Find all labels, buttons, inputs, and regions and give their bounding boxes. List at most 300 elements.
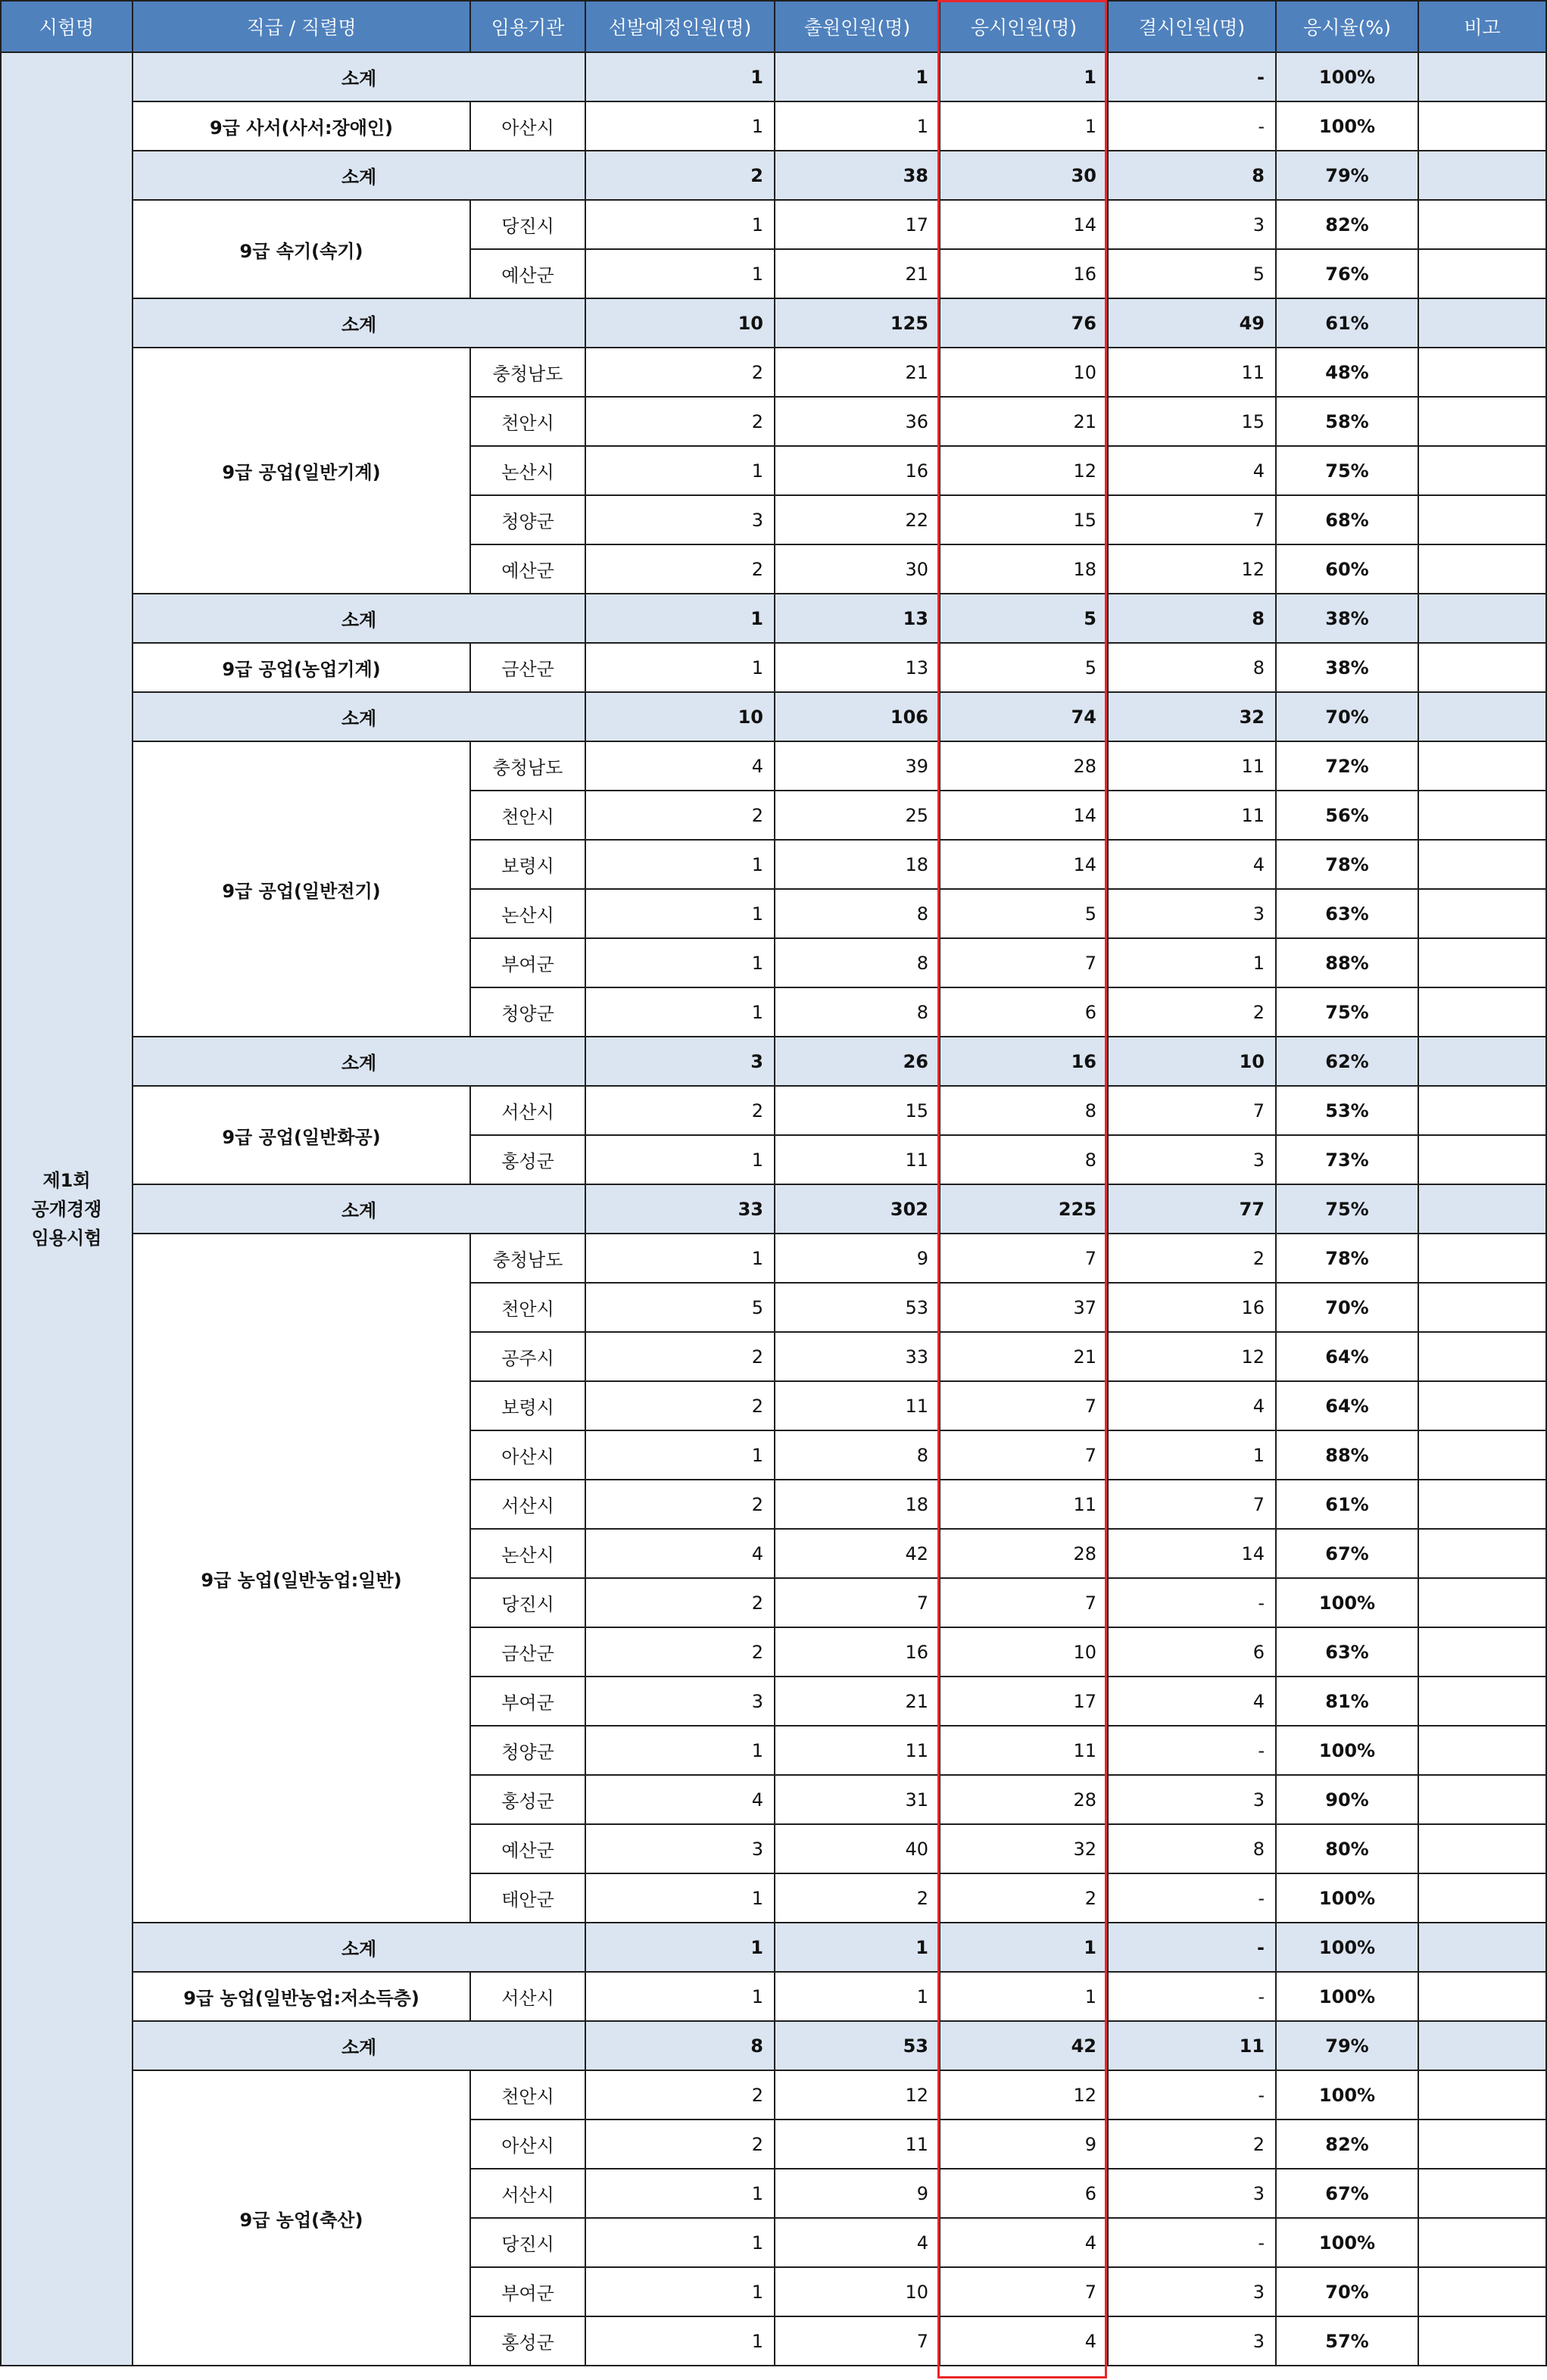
- count-cell: 18: [775, 1480, 940, 1529]
- remark-cell: [1418, 2218, 1546, 2267]
- rate-cell: 63%: [1276, 889, 1418, 938]
- subtotal-value: -: [1108, 52, 1276, 101]
- count-cell: 7: [940, 1381, 1108, 1430]
- count-cell: 11: [775, 1726, 940, 1775]
- remark-cell: [1418, 643, 1546, 692]
- count-cell: 7: [775, 2316, 940, 2366]
- subtotal-row: [1, 52, 1546, 101]
- subtotal-value: 13: [775, 594, 940, 643]
- count-cell: 4: [775, 2218, 940, 2267]
- count-cell: 3: [1108, 1135, 1276, 1184]
- subtotal-value: 77: [1108, 1184, 1276, 1234]
- subtotal-value: 33: [585, 1184, 775, 1234]
- count-cell: 1: [940, 1972, 1108, 2021]
- subtotal-value: 10: [585, 692, 775, 741]
- agency-cell: 예산군: [470, 544, 585, 594]
- count-cell: 17: [775, 200, 940, 249]
- column-header: 결시인원(명): [1108, 1, 1276, 52]
- rate-cell: 75%: [1276, 446, 1418, 495]
- agency-cell: 홍성군: [470, 1135, 585, 1184]
- remark-cell: [1418, 1283, 1546, 1332]
- remark-cell: [1418, 2120, 1546, 2169]
- agency-cell: 당진시: [470, 1578, 585, 1627]
- agency-cell: 천안시: [470, 397, 585, 446]
- column-header: 시험명: [1, 1, 133, 52]
- column-header: 임용기관: [470, 1, 585, 52]
- rate-cell: 53%: [1276, 1086, 1418, 1135]
- rate-cell: 100%: [1276, 1578, 1418, 1627]
- count-cell: 15: [1108, 397, 1276, 446]
- remark-cell: [1418, 2267, 1546, 2316]
- rate-cell: 58%: [1276, 397, 1418, 446]
- rate-cell: 72%: [1276, 741, 1418, 791]
- subtotal-value: 79%: [1276, 2021, 1418, 2070]
- count-cell: 6: [940, 2169, 1108, 2218]
- count-cell: 1: [585, 446, 775, 495]
- rate-cell: 100%: [1276, 1726, 1418, 1775]
- job-title-cell: 9급 농업(일반농업:저소득층): [133, 1972, 470, 2021]
- agency-cell: 논산시: [470, 889, 585, 938]
- rate-cell: 56%: [1276, 791, 1418, 840]
- remark-cell: [1418, 1775, 1546, 1824]
- subtotal-value: 38%: [1276, 594, 1418, 643]
- count-cell: 1: [585, 101, 775, 151]
- subtotal-label: 소계: [133, 52, 585, 101]
- remark-cell: [1418, 2021, 1546, 2070]
- subtotal-value: 225: [940, 1184, 1108, 1234]
- subtotal-row: [1, 692, 1546, 741]
- subtotal-label: 소계: [133, 151, 585, 200]
- count-cell: 4: [585, 741, 775, 791]
- column-header: 출원인원(명): [775, 1, 940, 52]
- rate-cell: 70%: [1276, 2267, 1418, 2316]
- count-cell: 1: [585, 1135, 775, 1184]
- count-cell: 1: [775, 101, 940, 151]
- subtotal-value: 100%: [1276, 1923, 1418, 1972]
- agency-cell: 서산시: [470, 1480, 585, 1529]
- rate-cell: 100%: [1276, 1873, 1418, 1923]
- count-cell: 30: [775, 544, 940, 594]
- column-header: 응시인원(명): [940, 1, 1108, 52]
- remark-cell: [1418, 1923, 1546, 1972]
- remark-cell: [1418, 2070, 1546, 2120]
- count-cell: 3: [585, 495, 775, 544]
- agency-cell: 천안시: [470, 2070, 585, 2120]
- count-cell: 11: [940, 1726, 1108, 1775]
- agency-cell: 충청남도: [470, 348, 585, 397]
- count-cell: 2: [585, 2120, 775, 2169]
- agency-cell: 보령시: [470, 1381, 585, 1430]
- agency-cell: 논산시: [470, 446, 585, 495]
- subtotal-label: 소계: [133, 2021, 585, 2070]
- exam-name-line: 임용시험: [31, 1227, 102, 1249]
- count-cell: 7: [940, 1234, 1108, 1283]
- count-cell: 10: [940, 348, 1108, 397]
- count-cell: 22: [775, 495, 940, 544]
- count-cell: 32: [940, 1824, 1108, 1873]
- count-cell: 14: [940, 840, 1108, 889]
- agency-cell: 금산군: [470, 1627, 585, 1677]
- subtotal-value: 1: [585, 1923, 775, 1972]
- subtotal-value: 106: [775, 692, 940, 741]
- column-header: 비고: [1418, 1, 1546, 52]
- remark-cell: [1418, 1480, 1546, 1529]
- count-cell: 7: [940, 1430, 1108, 1480]
- agency-cell: 청양군: [470, 495, 585, 544]
- column-header: 응시율(%): [1276, 1, 1418, 52]
- count-cell: 3: [1108, 2169, 1276, 2218]
- rate-cell: 78%: [1276, 1234, 1418, 1283]
- remark-cell: [1418, 544, 1546, 594]
- rate-cell: 80%: [1276, 1824, 1418, 1873]
- rate-cell: 78%: [1276, 840, 1418, 889]
- count-cell: 18: [940, 544, 1108, 594]
- count-cell: 1: [585, 200, 775, 249]
- subtotal-value: 1: [775, 1923, 940, 1972]
- table-row: [1, 1972, 1546, 2021]
- count-cell: 3: [585, 1677, 775, 1726]
- job-title-cell: 9급 사서(사서:장애인): [133, 101, 470, 151]
- subtotal-value: 8: [585, 2021, 775, 2070]
- subtotal-value: 302: [775, 1184, 940, 1234]
- agency-cell: 부여군: [470, 938, 585, 987]
- rate-cell: 82%: [1276, 200, 1418, 249]
- count-cell: 1: [585, 1873, 775, 1923]
- exam-name-line: 공개경쟁: [31, 1198, 102, 1220]
- subtotal-label: 소계: [133, 692, 585, 741]
- count-cell: 2: [585, 1480, 775, 1529]
- agency-cell: 논산시: [470, 1529, 585, 1578]
- rate-cell: 68%: [1276, 495, 1418, 544]
- remark-cell: [1418, 1234, 1546, 1283]
- count-cell: 8: [775, 938, 940, 987]
- count-cell: 5: [1108, 249, 1276, 298]
- remark-cell: [1418, 1578, 1546, 1627]
- count-cell: 21: [775, 348, 940, 397]
- subtotal-value: 8: [1108, 594, 1276, 643]
- count-cell: 4: [585, 1775, 775, 1824]
- column-header: 직급 / 직렬명: [133, 1, 470, 52]
- remark-cell: [1418, 1332, 1546, 1381]
- count-cell: 1: [585, 1234, 775, 1283]
- count-cell: 18: [775, 840, 940, 889]
- agency-cell: 당진시: [470, 2218, 585, 2267]
- subtotal-value: 76: [940, 298, 1108, 348]
- count-cell: 4: [1108, 1677, 1276, 1726]
- count-cell: 4: [585, 1529, 775, 1578]
- count-cell: 12: [1108, 1332, 1276, 1381]
- agency-cell: 예산군: [470, 249, 585, 298]
- count-cell: 1: [585, 987, 775, 1037]
- count-cell: -: [1108, 2218, 1276, 2267]
- count-cell: 3: [1108, 2267, 1276, 2316]
- subtotal-value: 10: [1108, 1037, 1276, 1086]
- count-cell: 28: [940, 741, 1108, 791]
- subtotal-value: 62%: [1276, 1037, 1418, 1086]
- count-cell: 21: [775, 1677, 940, 1726]
- count-cell: 40: [775, 1824, 940, 1873]
- count-cell: 53: [775, 1283, 940, 1332]
- subtotal-value: 49: [1108, 298, 1276, 348]
- header-row: [1, 1, 1546, 52]
- agency-cell: 홍성군: [470, 1775, 585, 1824]
- remark-cell: [1418, 397, 1546, 446]
- subtotal-value: 70%: [1276, 692, 1418, 741]
- count-cell: 7: [940, 2267, 1108, 2316]
- count-cell: 3: [1108, 2316, 1276, 2366]
- count-cell: 16: [775, 446, 940, 495]
- count-cell: 12: [1108, 544, 1276, 594]
- subtotal-value: 26: [775, 1037, 940, 1086]
- rate-cell: 90%: [1276, 1775, 1418, 1824]
- remark-cell: [1418, 1086, 1546, 1135]
- remark-cell: [1418, 1135, 1546, 1184]
- count-cell: 5: [940, 643, 1108, 692]
- count-cell: 3: [1108, 200, 1276, 249]
- count-cell: 2: [585, 1332, 775, 1381]
- rate-cell: 100%: [1276, 2218, 1418, 2267]
- count-cell: 15: [775, 1086, 940, 1135]
- count-cell: 14: [940, 200, 1108, 249]
- remark-cell: [1418, 1972, 1546, 2021]
- count-cell: 2: [585, 1578, 775, 1627]
- count-cell: 11: [775, 2120, 940, 2169]
- job-title-cell: 9급 농업(일반농업:일반): [133, 1234, 470, 1923]
- subtotal-value: 32: [1108, 692, 1276, 741]
- count-cell: 2: [1108, 1234, 1276, 1283]
- count-cell: 2: [585, 2070, 775, 2120]
- count-cell: 7: [1108, 1480, 1276, 1529]
- count-cell: 2: [585, 544, 775, 594]
- remark-cell: [1418, 1184, 1546, 1234]
- subtotal-row: [1, 1923, 1546, 1972]
- count-cell: 4: [1108, 1381, 1276, 1430]
- count-cell: 10: [775, 2267, 940, 2316]
- count-cell: 14: [1108, 1529, 1276, 1578]
- count-cell: 33: [775, 1332, 940, 1381]
- agency-cell: 홍성군: [470, 2316, 585, 2366]
- rate-cell: 73%: [1276, 1135, 1418, 1184]
- count-cell: 11: [1108, 741, 1276, 791]
- table-row: [1, 2070, 1546, 2120]
- count-cell: 8: [775, 987, 940, 1037]
- agency-cell: 청양군: [470, 987, 585, 1037]
- count-cell: 28: [940, 1775, 1108, 1824]
- rate-cell: 88%: [1276, 938, 1418, 987]
- subtotal-label: 소계: [133, 1923, 585, 1972]
- rate-cell: 100%: [1276, 2070, 1418, 2120]
- subtotal-value: 61%: [1276, 298, 1418, 348]
- count-cell: -: [1108, 101, 1276, 151]
- count-cell: 4: [1108, 446, 1276, 495]
- table-row: [1, 1086, 1546, 1135]
- agency-cell: 금산군: [470, 643, 585, 692]
- count-cell: 1: [585, 840, 775, 889]
- count-cell: 5: [940, 889, 1108, 938]
- count-cell: 6: [1108, 1627, 1276, 1677]
- subtotal-row: [1, 298, 1546, 348]
- remark-cell: [1418, 1381, 1546, 1430]
- subtotal-value: 1: [940, 1923, 1108, 1972]
- job-title-cell: 9급 속기(속기): [133, 200, 470, 298]
- count-cell: 2: [585, 1627, 775, 1677]
- count-cell: 1: [585, 2316, 775, 2366]
- count-cell: 13: [775, 643, 940, 692]
- exam-name-cell: [1, 52, 133, 2366]
- count-cell: 7: [940, 1578, 1108, 1627]
- subtotal-label: 소계: [133, 1184, 585, 1234]
- rate-cell: 76%: [1276, 249, 1418, 298]
- count-cell: -: [1108, 1873, 1276, 1923]
- subtotal-row: [1, 2021, 1546, 2070]
- subtotal-value: 10: [585, 298, 775, 348]
- count-cell: 1: [585, 643, 775, 692]
- remark-cell: [1418, 1824, 1546, 1873]
- remark-cell: [1418, 495, 1546, 544]
- remark-cell: [1418, 52, 1546, 101]
- rate-cell: 60%: [1276, 544, 1418, 594]
- count-cell: 3: [1108, 1775, 1276, 1824]
- count-cell: 8: [775, 889, 940, 938]
- subtotal-value: 11: [1108, 2021, 1276, 2070]
- count-cell: 1: [585, 2218, 775, 2267]
- remark-cell: [1418, 1873, 1546, 1923]
- count-cell: 1: [940, 101, 1108, 151]
- subtotal-value: 30: [940, 151, 1108, 200]
- rate-cell: 67%: [1276, 1529, 1418, 1578]
- count-cell: 28: [940, 1529, 1108, 1578]
- count-cell: -: [1108, 1972, 1276, 2021]
- count-cell: 2: [775, 1873, 940, 1923]
- count-cell: 1: [585, 889, 775, 938]
- count-cell: 8: [1108, 643, 1276, 692]
- remark-cell: [1418, 1037, 1546, 1086]
- agency-cell: 부여군: [470, 2267, 585, 2316]
- subtotal-value: 125: [775, 298, 940, 348]
- subtotal-value: 5: [940, 594, 1108, 643]
- table-row: [1, 101, 1546, 151]
- count-cell: -: [1108, 1726, 1276, 1775]
- job-title-cell: 9급 공업(일반기계): [133, 348, 470, 594]
- agency-cell: 충청남도: [470, 1234, 585, 1283]
- rate-cell: 57%: [1276, 2316, 1418, 2366]
- remark-cell: [1418, 741, 1546, 791]
- count-cell: 1: [1108, 1430, 1276, 1480]
- remark-cell: [1418, 101, 1546, 151]
- remark-cell: [1418, 1726, 1546, 1775]
- subtotal-value: 100%: [1276, 52, 1418, 101]
- remark-cell: [1418, 692, 1546, 741]
- count-cell: 15: [940, 495, 1108, 544]
- count-cell: 31: [775, 1775, 940, 1824]
- count-cell: 11: [1108, 348, 1276, 397]
- remark-cell: [1418, 1430, 1546, 1480]
- subtotal-value: 79%: [1276, 151, 1418, 200]
- remark-cell: [1418, 151, 1546, 200]
- count-cell: 16: [1108, 1283, 1276, 1332]
- count-cell: 1: [585, 2169, 775, 2218]
- agency-cell: 공주시: [470, 1332, 585, 1381]
- count-cell: 7: [940, 938, 1108, 987]
- count-cell: 6: [940, 987, 1108, 1037]
- count-cell: 1: [585, 1430, 775, 1480]
- subtotal-value: 75%: [1276, 1184, 1418, 1234]
- remark-cell: [1418, 594, 1546, 643]
- subtotal-value: 38: [775, 151, 940, 200]
- remark-cell: [1418, 987, 1546, 1037]
- rate-cell: 100%: [1276, 101, 1418, 151]
- count-cell: 2: [585, 397, 775, 446]
- count-cell: 14: [940, 791, 1108, 840]
- rate-cell: 64%: [1276, 1332, 1418, 1381]
- agency-cell: 예산군: [470, 1824, 585, 1873]
- count-cell: 11: [775, 1135, 940, 1184]
- agency-cell: 천안시: [470, 1283, 585, 1332]
- count-cell: 8: [775, 1430, 940, 1480]
- subtotal-value: -: [1108, 1923, 1276, 1972]
- remark-cell: [1418, 938, 1546, 987]
- count-cell: 11: [940, 1480, 1108, 1529]
- job-title-cell: 9급 농업(축산): [133, 2070, 470, 2366]
- count-cell: 16: [940, 249, 1108, 298]
- agency-cell: 부여군: [470, 1677, 585, 1726]
- count-cell: 1: [585, 938, 775, 987]
- count-cell: 2: [585, 1086, 775, 1135]
- count-cell: 8: [940, 1135, 1108, 1184]
- count-cell: 2: [1108, 987, 1276, 1037]
- column-header: 선발예정인원(명): [585, 1, 775, 52]
- table-body: [1, 52, 1546, 2366]
- count-cell: 1: [775, 1972, 940, 2021]
- count-cell: -: [1108, 2070, 1276, 2120]
- count-cell: 9: [775, 2169, 940, 2218]
- agency-cell: 아산시: [470, 101, 585, 151]
- count-cell: 5: [585, 1283, 775, 1332]
- agency-cell: 아산시: [470, 1430, 585, 1480]
- count-cell: 11: [775, 1381, 940, 1430]
- subtotal-value: 1: [585, 594, 775, 643]
- count-cell: 21: [940, 397, 1108, 446]
- remark-cell: [1418, 2316, 1546, 2366]
- count-cell: 2: [585, 1381, 775, 1430]
- exam-name-line: 제1회: [42, 1169, 91, 1191]
- count-cell: 12: [775, 2070, 940, 2120]
- rate-cell: 63%: [1276, 1627, 1418, 1677]
- table-row: [1, 1234, 1546, 1283]
- agency-cell: 아산시: [470, 2120, 585, 2169]
- count-cell: 2: [585, 791, 775, 840]
- count-cell: 3: [1108, 889, 1276, 938]
- count-cell: 4: [940, 2218, 1108, 2267]
- count-cell: 1: [585, 249, 775, 298]
- count-cell: 1: [1108, 938, 1276, 987]
- count-cell: 42: [775, 1529, 940, 1578]
- count-cell: 8: [1108, 1824, 1276, 1873]
- agency-cell: 천안시: [470, 791, 585, 840]
- rate-cell: 75%: [1276, 987, 1418, 1037]
- subtotal-row: [1, 1037, 1546, 1086]
- job-title-cell: 9급 공업(일반화공): [133, 1086, 470, 1184]
- count-cell: 12: [940, 2070, 1108, 2120]
- count-cell: 2: [585, 348, 775, 397]
- count-cell: 1: [585, 1726, 775, 1775]
- table-row: [1, 643, 1546, 692]
- subtotal-value: 3: [585, 1037, 775, 1086]
- agency-cell: 서산시: [470, 1972, 585, 2021]
- rate-cell: 82%: [1276, 2120, 1418, 2169]
- subtotal-value: 53: [775, 2021, 940, 2070]
- subtotal-label: 소계: [133, 594, 585, 643]
